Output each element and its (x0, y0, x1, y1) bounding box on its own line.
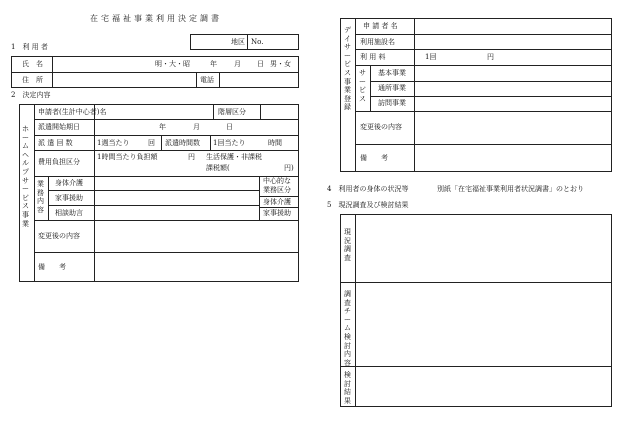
section2-heading: 2 決定内容 (11, 91, 51, 99)
class-field[interactable] (261, 105, 298, 118)
ds-basic-field[interactable] (415, 66, 611, 80)
review-result-field[interactable] (356, 367, 611, 406)
change-content-label: 変更後の内容 (38, 232, 80, 240)
team-review-label: 調査チーム検討内容 (344, 290, 351, 367)
applicant-field[interactable] (124, 105, 212, 118)
cost-burden-label: 費用負担区分 (38, 158, 80, 166)
survey-label: 現況調査 (344, 228, 351, 262)
era-options[interactable]: 明・大・昭 (155, 60, 190, 68)
start-month-unit: 月 (193, 123, 200, 131)
district-field[interactable] (191, 35, 229, 49)
ds-facility-field[interactable] (415, 35, 611, 48)
ds-notes-label: 備 考 (360, 154, 388, 162)
section4-heading: 4 利用者の身体の状況等 (327, 185, 409, 193)
ds-commute-field[interactable] (415, 82, 611, 95)
address-field[interactable] (53, 73, 195, 87)
start-year-unit: 年 (159, 123, 166, 131)
section1-heading: 1 利 用 者 (11, 43, 48, 51)
home-help-side-label: ホームヘルプサービス事業 (22, 125, 29, 228)
no-label: No. (251, 38, 264, 46)
class-label: 階層区分 (218, 108, 246, 116)
phone-field[interactable] (220, 73, 298, 87)
dispatch-hours-label: 派遣時間数 (165, 139, 200, 147)
team-review-field[interactable] (356, 283, 611, 365)
ds-change-label: 変更後の内容 (360, 123, 402, 131)
central-work-label-1: 中心的な (263, 177, 291, 185)
central-housework[interactable]: 家事援助 (263, 209, 291, 217)
central-work-label-2: 業務区分 (263, 186, 291, 194)
page-title: 在宅福祉事業利用決定調書 (90, 14, 222, 23)
name-field[interactable] (53, 57, 151, 71)
welfare-option[interactable]: 生活保護・非課税 (206, 153, 262, 161)
birth-year-unit: 年 (210, 60, 217, 68)
body-care-label: 身体介護 (55, 179, 83, 187)
phone-label: 電話 (200, 76, 214, 84)
district-label: 地区 (231, 38, 245, 46)
ds-fee-label: 利 用 料 (360, 53, 386, 61)
start-day-unit: 日 (226, 123, 233, 131)
birth-month-unit: 月 (234, 60, 241, 68)
start-date-field[interactable] (95, 120, 298, 134)
gender-options[interactable]: 男・女 (270, 60, 291, 68)
times-unit: 回 (148, 139, 155, 147)
start-date-label: 派遣開始期日 (38, 123, 80, 131)
day-service-side-label: デイサービス事業登録 (344, 26, 351, 112)
ds-basic: 基本事業 (378, 69, 406, 77)
dispatch-count-label: 派 遣 回 数 (38, 139, 73, 147)
ds-fee-yen: 円 (487, 53, 494, 61)
per-week-label: 1週当たり (97, 139, 130, 147)
taxed-amount-label: 課税額( (206, 164, 230, 172)
ds-change-field[interactable] (415, 112, 611, 143)
name-label: 氏 名 (22, 60, 43, 68)
ds-facility-label: 利用施設名 (360, 38, 395, 46)
survey-field[interactable] (356, 215, 611, 281)
section4-note: 別紙「在宅福祉事業利用者状況調書」のとおり (437, 185, 584, 193)
notes-label: 備 考 (38, 263, 66, 271)
ds-service-label: サービス (359, 69, 366, 103)
ds-fee-field[interactable] (434, 50, 484, 64)
review-result-label: 検討結果 (344, 371, 351, 405)
work-content-label: 業務内容 (37, 180, 44, 214)
applicant-label: 申請者(生計中心者)名 (38, 108, 107, 116)
ds-applicant-label: 申 請 者 名 (363, 22, 398, 30)
housework-label: 家事援助 (55, 194, 83, 202)
ds-visit-field[interactable] (415, 97, 611, 110)
change-content-field[interactable] (95, 221, 298, 251)
yen-unit: 円 (188, 153, 195, 161)
per-time-label: 1回当たり (213, 139, 246, 147)
address-label: 住 所 (22, 76, 43, 84)
central-body-care[interactable]: 身体介護 (263, 198, 291, 206)
ds-commute: 通所事業 (378, 84, 406, 92)
birth-day-unit: 日 (257, 60, 264, 68)
ds-applicant-field[interactable] (415, 19, 611, 33)
hours-unit: 時間 (268, 139, 282, 147)
section5-heading: 5 現況調査及び検討結果 (327, 201, 409, 209)
ds-notes-field[interactable] (415, 145, 611, 171)
no-field[interactable] (266, 35, 298, 49)
notes-field[interactable] (95, 253, 298, 281)
taxed-yen-unit: 円) (284, 164, 294, 172)
ds-visit: 訪問事業 (378, 99, 406, 107)
hourly-burden-label: 1時間当たり負担額 (97, 153, 158, 161)
consult-label: 相談助言 (55, 209, 83, 217)
ds-fee-once: 1回 (425, 53, 437, 61)
